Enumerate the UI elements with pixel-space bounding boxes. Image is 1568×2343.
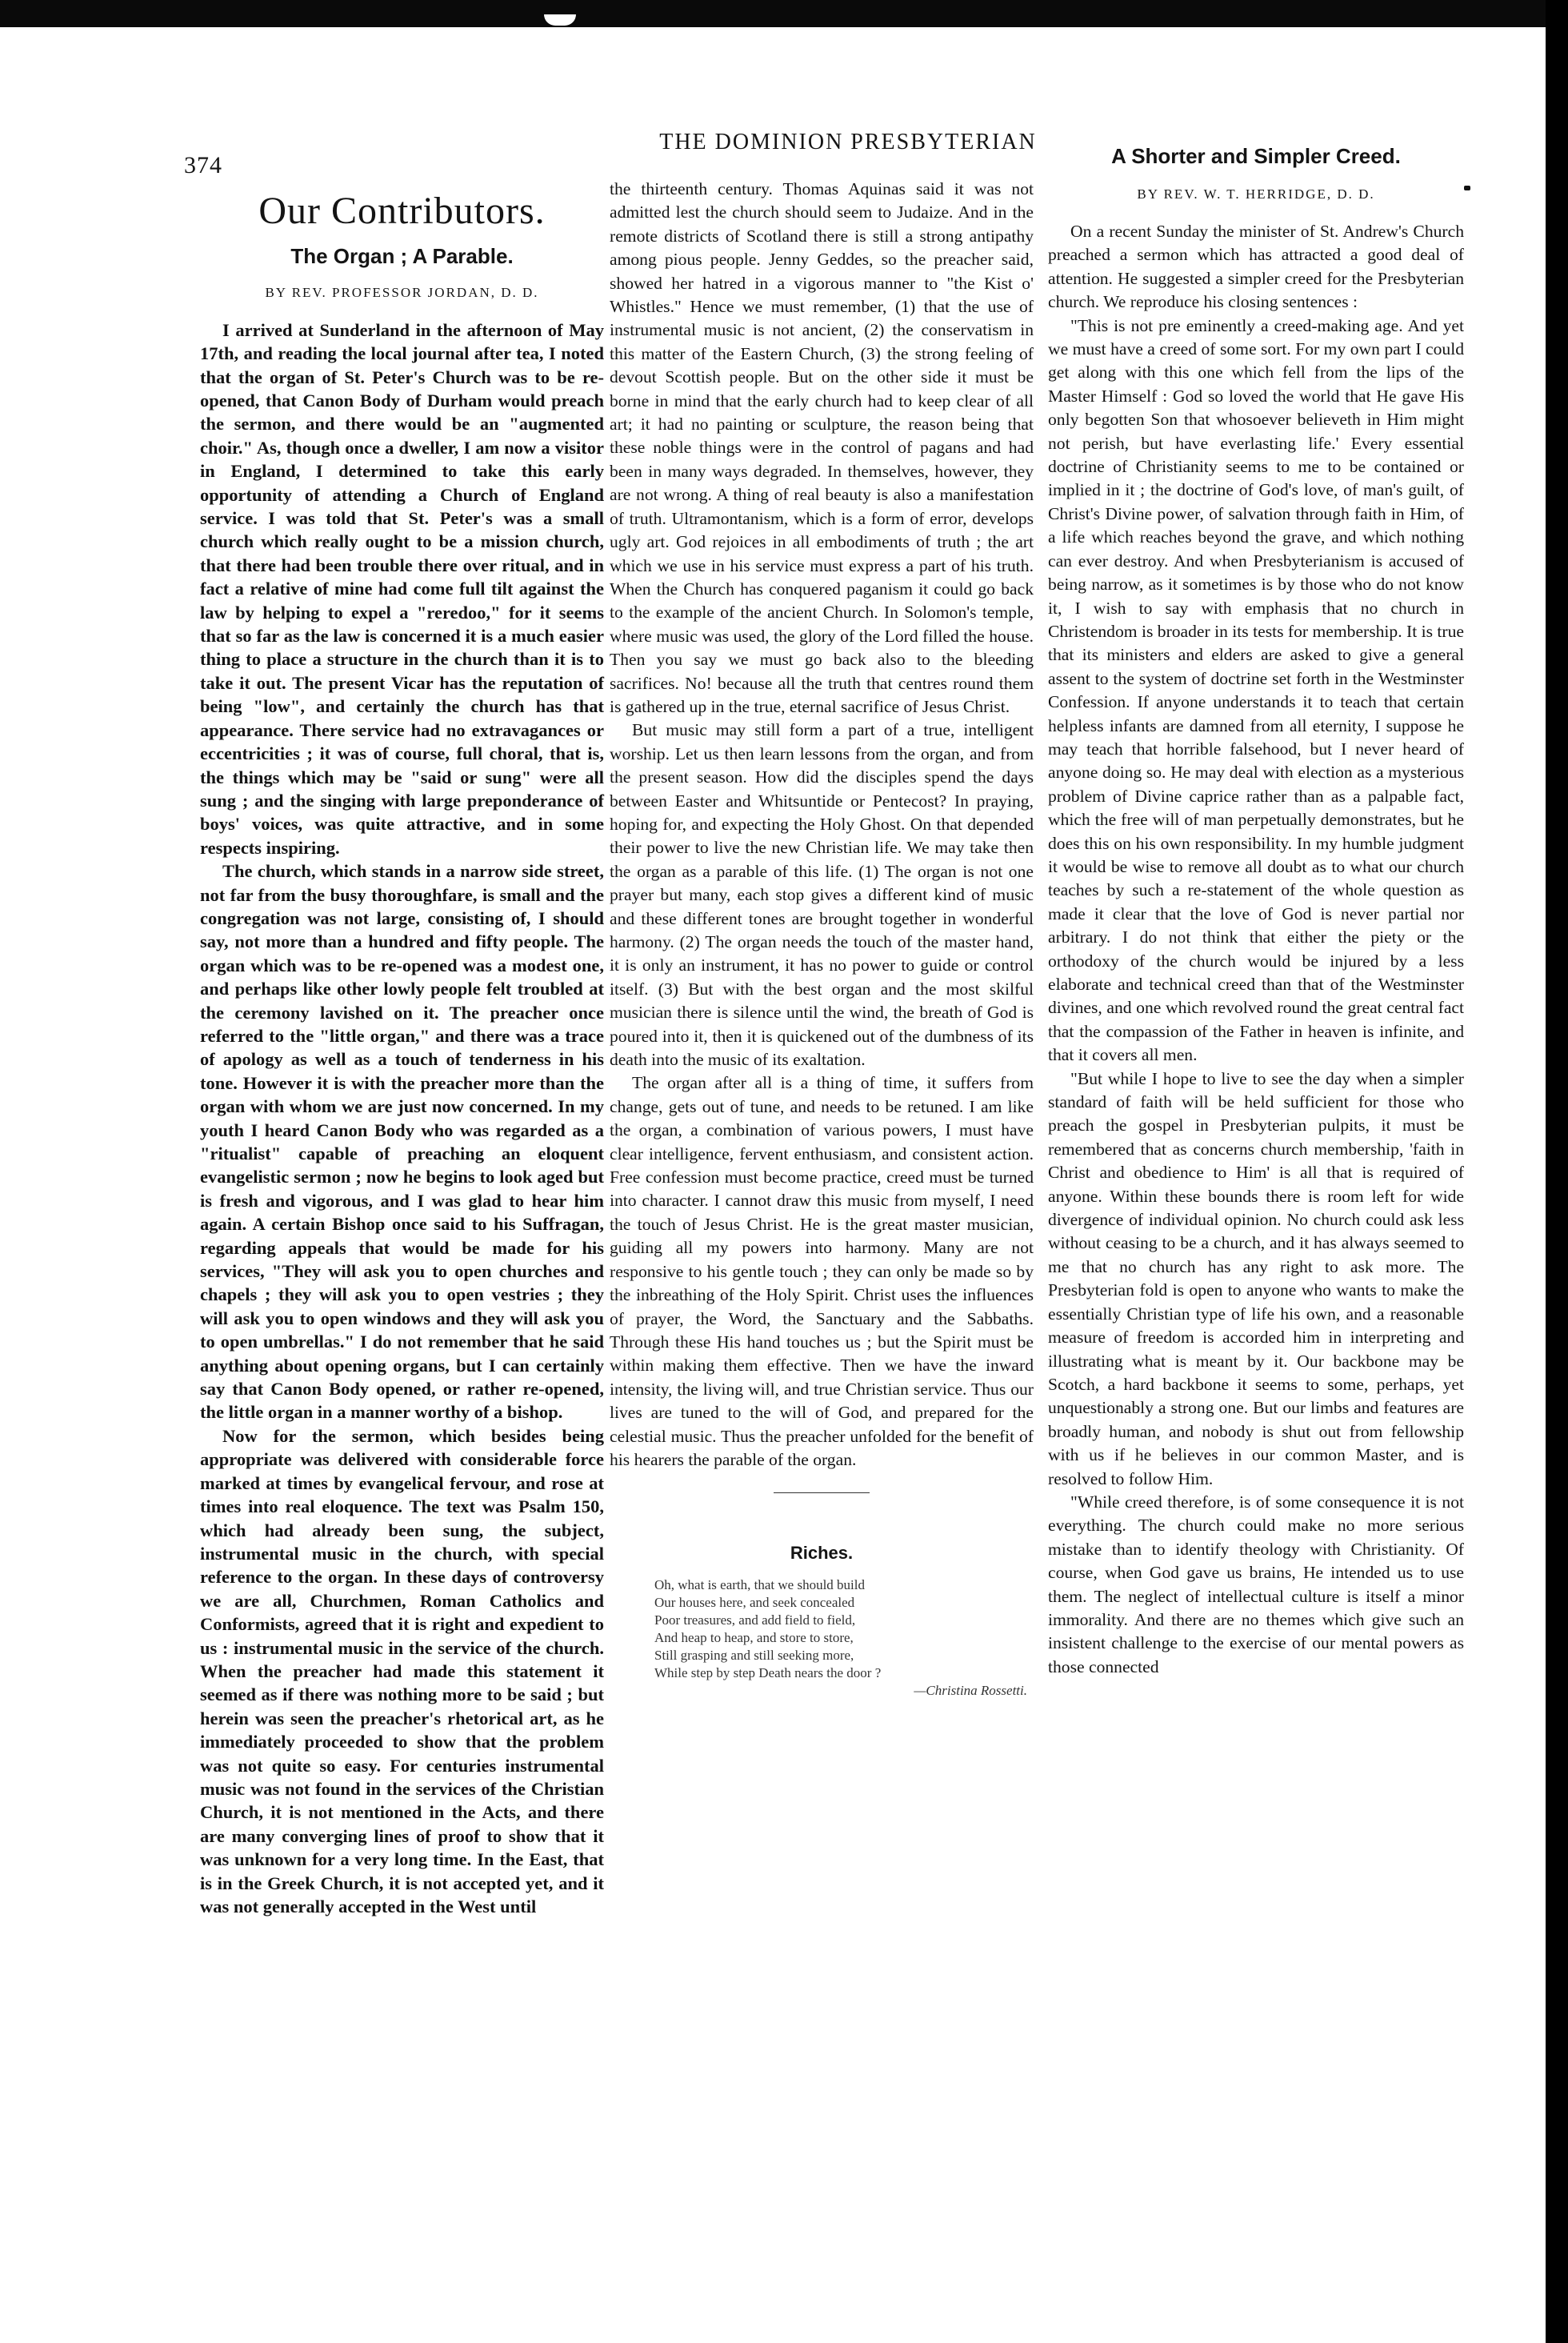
poem-line: While step by step Death nears the door ? (654, 1665, 882, 1681)
poem-line: Oh, what is earth, that we should build (654, 1577, 865, 1593)
scan-top-border (0, 0, 1568, 27)
poem-line: Our houses here, and seek concealed (654, 1595, 855, 1611)
poem-attribution: —Christina Rossetti. (914, 1683, 1027, 1699)
poem-line: Poor treasures, and add field to field, (654, 1612, 856, 1628)
poem-line: Still grasping and still seeking more, (654, 1648, 854, 1664)
paragraph: The church, which stands in a narrow side street, not far from the busy thoroughfare, is small and the congregation was not large, consisting of, I should say, not more than a hundred and fifty people. The organ which was to be re-opened was a modest one, and perhaps like other lowly people felt troubled at the ceremony lavished on it. The preacher once referred to the "little organ," and there was a trace of apology as well as a touch of tenderness in his tone. However it is with the preacher more than the organ with whom we are just now concerned. In my youth I heard Canon Body who was regarded as a "ritualist" capable of preaching an eloquent evangelistic sermon ; now he begins to look aged but is fresh and vigorous, and I was glad to hear him again. A certain Bishop once said to his Suffragan, regarding appeals that would be made for his services, "They will ask you to open churches and chapels ; they will ask you to open vestries ; they will ask you to open windows and they will ask you to open umbrellas." I do not remember that he said anything about opening organs, but I can certainly say that Canon Body opened, or rather re-opened, the little organ in a manner worthy of a bishop. (200, 861, 604, 1423)
column-1 (200, 190, 604, 1918)
byline-herridge: BY REV. W. T. HERRIDGE, D. D. (1137, 186, 1375, 202)
poem-line: And heap to heap, and store to store, (654, 1630, 854, 1646)
paragraph: The organ after all is a thing of time, it suffers from change, gets out of tune, and needs to be retuned. I am like the organ, a combination of various powers, I must have clear intelligence, fervent enthusiasm, and consistent action. Free confession must become practice, creed must be turned into character. I cannot draw this music from myself, I need the touch of Jesus Christ. He is the great master musician, guiding all my powers into harmony. Many are not responsive to his gentle touch ; they can only be made so by the inbreathing of the Holy Spirit. Christ uses the influences of prayer, the Word, the Sanctuary and the Sabbaths. Through these His hand touches us ; but the Spirit must be within making them effective. Then we have the inward intensity, the living will, and true Christian service. Thus our lives are tuned to the will of God, and prepared for the celestial music. Thus the preacher unfolded for the benefit of his hearers the parable of the organ. (610, 1073, 1034, 1469)
ink-mark (1464, 186, 1470, 190)
page-number: 374 (184, 152, 222, 178)
paragraph: I arrived at Sunderland in the afternoon of May 17th, and reading the local journal after tea, I noted that the organ of St. Peter's Church was to be re-opened, that Canon Body of Durham would preach the sermon, and there would be an "augmented choir." As, though once a dweller, I am now a visitor in England, I determined to take this early opportunity of attending a Church of England service. I was told that St. Peter's was a small church which really ought to be a mission church, that there had been trouble there over ritual, and in fact a relative of mine had come full tilt against the law by helping to expel a "reredoo," for it seems that so far as the law is concerned it is a much easier thing to place a structure in the church than it is to take it out. The present Vicar has the reputation of being "low", and certainly the church has that appearance. There service had no extravagances or eccentricities ; it was of course, full choral, that is, the things which may be "said or sung" were all sung ; and the singing with large preponderance of boys' voices, was quite attractive, and in some respects inspiring. (200, 319, 604, 858)
article-title-organ: The Organ ; A Parable. (290, 243, 514, 268)
byline-jordan: BY REV. PROFESSOR JORDAN, D. D. (265, 284, 539, 300)
paragraph: "This is not pre eminently a creed-making age. And yet we must have a creed of some sort. For my own part I could get along with this one which fell from the lips of the Master Himself : God so loved the world that He gave His only begotten Son that whosoever believeth in Him might not perish, but have everlasting life.' Every essential doctrine of Christianity seems to me to be contained or implied in it ; the doctrine of God's love, of man's guilt, of Christ's Divine power, of salvation through faith in Him, of a life which reaches beyond the grave, and which nothing can ever destroy. And when Presbyterianism is accused of being narrow, as it sometimes is by those who do not know it, I wish to say with emphasis that no church in Christendom is broader in its tests for membership. It is true that its ministers and elders are asked to give a general assent to the system of doctrine set forth in the Westminster Confession. If anyone understands it to teach that certain helpless infants are damned from all eternity, I suppose he may teach that horrible falsehood, but I never heard of anyone doing so. He may deal with election as a mysterious problem of Divine caprice rather than as a palpable fact, which the free will of man perpetually demonstrates, but he does this on his own responsibility. In my humble judgment it would be wise to remove all doubt as to what our church teaches by such a re-statement of the whole question as made it clear that the love of God is never partial nor arbitrary. I do not think that either the piety or the orthodoxy of the church would be injured by a less elaborate and technical creed than that of the Westminster divines, and one which revolved round the great central fact that the compassion of the Father in heaven is infinite, and that it covers all men. (1048, 315, 1464, 1065)
poem-title: Riches. (790, 1543, 854, 1564)
running-head: THE DOMINION PRESBYTERIAN (659, 130, 1037, 154)
section-title: Our Contributors. (258, 190, 546, 232)
scan-right-border (1546, 0, 1568, 2343)
article-title-creed: A Shorter and Simpler Creed. (1111, 144, 1401, 168)
divider (774, 1492, 870, 1493)
paragraph: "While creed therefore, is of some consequence it is not everything. The church could make no more serious mistake than to identify theology with Christianity. Of course, when God gave us brains, He intended us to use them. The neglect of intellectual culture is itself a minor immorality. And there are no themes which give such an insistent challenge to the exercise of our mental powers as those connected (1048, 1492, 1464, 1676)
column-3 (1048, 144, 1464, 1679)
column-2 (610, 178, 1034, 1700)
paragraph: Now for the sermon, which besides being appropriate was delivered with considerable force marked at times by evangelical fervour, and rose at times into real eloquence. The text was Psalm 150, which had already been sung, the subject, instrumental music in the church, with special reference to the organ. In these days of controversy we are all, Churchmen, Roman Catholics and Conformists, agreed that it is right and expedient to us : instrumental music in the service of the church. When the preacher had made this statement it seemed as if there was nothing more to be said ; but herein was seen the preacher's rhetorical art, as he immediately proceeded to show that the problem was not quite so easy. For centuries instrumental music was not found in the services of the Christian Church, it is not mentioned in the Acts, and there are many converging lines of proof to show that it was unknown for a very long time. In the East, that is in the Greek Church, it is not accepted yet, and it was not generally accepted in the West until (200, 1425, 604, 1917)
scan-notch (544, 14, 576, 26)
paragraph: But music may still form a part of a true, intelligent worship. Let us then learn lessons from the organ, and from the present season. How did the disciples spend the days between Easter and Whitsuntide or Pentecost? In praying, hoping for, and expecting the Holy Ghost. On that depended their power to live the new Christian life. We may take then the organ as a parable of this life. (1) The organ is not one prayer but many, each stop gives a different kind of music and these different tones are brought together in wonderful harmony. (2) The organ needs the touch of the master hand, it is only an instrument, it has no power to guide or control itself. (3) But with the best organ and the most skilful musician there is silence until the wind, the breath of God is poured into it, then it is quickened out of the dumbness of its death into the music of its exaltation. (610, 720, 1034, 1070)
paragraph: On a recent Sunday the minister of St. Andrew's Church preached a sermon which has attracted a good deal of attention. He suggested a simpler creed for the Presbyterian church. We reproduce his closing sentences : (1048, 222, 1464, 312)
poem (610, 1576, 1034, 1700)
paragraph: the thirteenth century. Thomas Aquinas said it was not admitted lest the church should seem to Judaize. And in the remote districts of Scotland there is still a strong antipathy among pious people. Jenny Geddes, so the preacher said, showed her hatred in a vigorous manner to "the Kist o' Whistles." Hence we must remember, (1) that the use of instrumental music is not ancient, (2) the conservatism in this matter of the Eastern Church, (3) the strong feeling of devout Scottish people. But on the other side it must be borne in mind that the early church had to keep clear of all art; it had no painting or sculpture, the reason being that these noble things were in the control of pagans and had been in many ways degraded. In themselves, however, they are not wrong. A thing of real beauty is also a manifestation of truth. Ultramontanism, which is a form of error, develops ugly art. God rejoices in all embodiments of truth ; the art which we use in his service must express a part of his truth. When the Church has conquered paganism it could go back to the example of the ancient Church. In Solomon's temple, where music was used, the glory of the Lord filled the house. Then you say we must go back also to the bleeding sacrifices. No! because all the truth that centres round them is gathered up in the true, eternal sacrifice of Jesus Christ. (610, 179, 1034, 716)
newspaper-page (184, 120, 1464, 2201)
paragraph: "But while I hope to live to see the day when a simpler standard of faith will be held sufficient for those who preach the gospel in Presbyterian pulpits, it must be remembered that as concerns church membership, 'faith in Christ and obedience to Him' is all that is required of anyone. Within these bounds there is room left for wide divergence of individual opinion. No church could ask less without ceasing to be a church, and it has always seemed to me that no church has any right to ask more. The Presbyterian fold is open to anyone who wants to make the essentially Christian type of life his own, and a reasonable measure of freedom is accorded him in interpreting and illustrating what is meant by it. Our backbone may be Scotch, a hard backbone it seems to some, perhaps, yet unquestionably a strong one. But our limbs and features are broadly human, and nobody is shut out from fellowship with us if he believes in our common Master, and is resolved to follow Him. (1048, 1068, 1464, 1488)
